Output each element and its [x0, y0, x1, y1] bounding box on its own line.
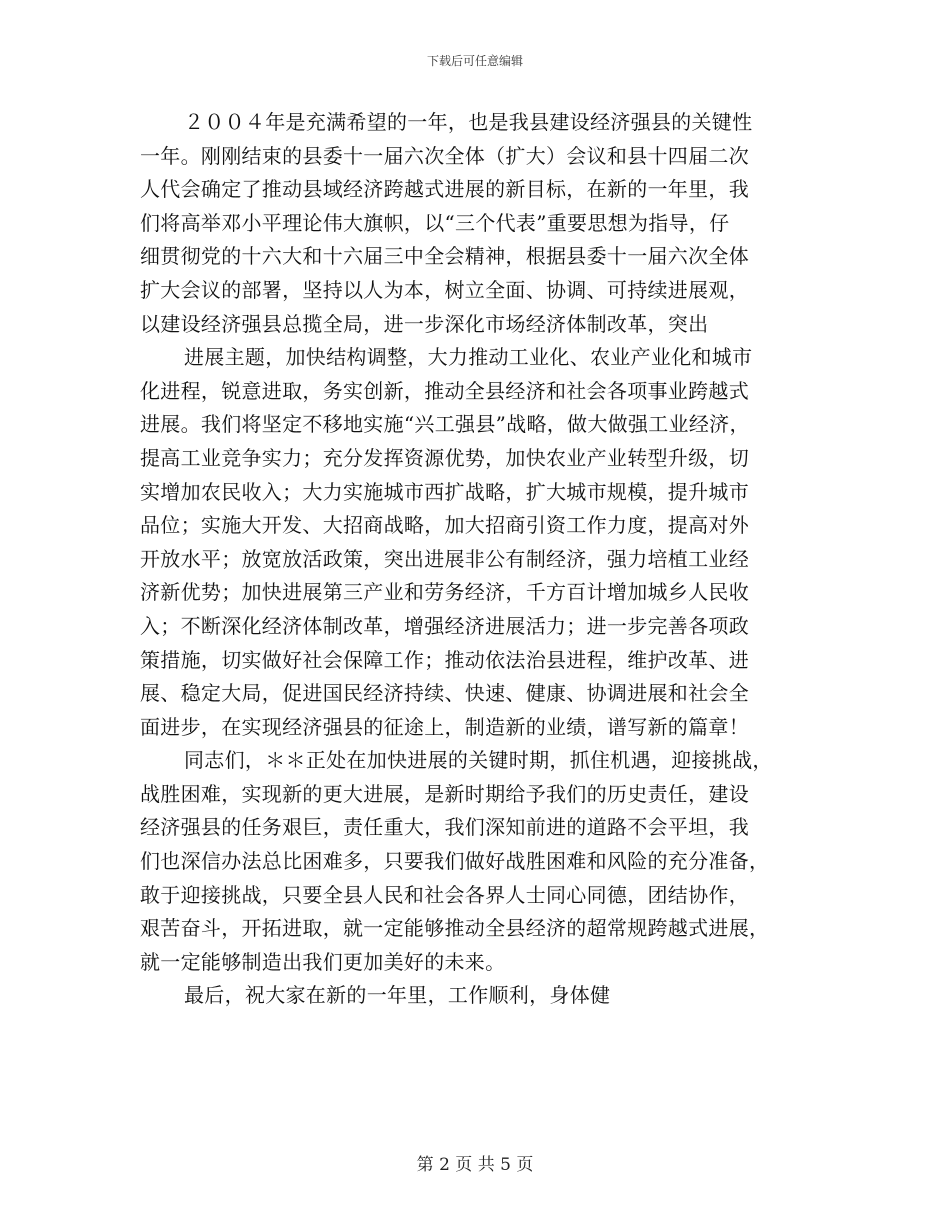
paragraph-line: 们将高举邓小平理论伟大旗帜，以“三个代表”重要思想为指导，仔: [140, 210, 730, 235]
page-footer: [0, 1150, 950, 1175]
footer-current-page: 2: [439, 1155, 450, 1175]
paragraph-line: 开放水平；放宽放活政策，突出进展非公有制经济，强力培植工业经: [140, 546, 749, 571]
paragraph-line: 济新优势；加快进展第三产业和劳务经济，千方百计增加城乡人民收: [140, 580, 749, 605]
paragraph-line: 进展主题，加快结构调整，大力推动工业化、农业产业化和城市: [184, 345, 753, 370]
page-header: 下载后可任意编辑: [426, 54, 523, 68]
paragraph-line: 策措施，切实做好社会保障工作；推动依法治县进程，维护改革、进: [140, 647, 749, 672]
paragraph-line: 化进程，锐意进取，务实创新，推动全县经济和社会各项事业跨越式: [140, 378, 749, 403]
paragraph-line: 人代会确定了推动县域经济跨越式进展的新目标，在新的一年里，我: [140, 177, 749, 202]
footer-prefix: 第: [416, 1155, 434, 1175]
paragraph-line: 以建设经济强县总揽全局，进一步深化市场经济体制改革，突出: [140, 311, 709, 336]
footer-middle: 页 共: [455, 1155, 495, 1175]
paragraph-line: 最后，祝大家在新的一年里，工作顺利，身体健: [184, 983, 611, 1008]
paragraph-line: 扩大会议的部署，坚持以人为本，树立全面、协调、可持续进展观，: [140, 277, 749, 302]
paragraph-line: 品位；实施大开发、大招商战略，加大招商引资工作力度，提高对外: [140, 513, 749, 538]
paragraph-line: 面进步，在实现经济强县的征途上，制造新的业绩，谱写新的篇章！: [140, 714, 749, 739]
paragraph-line: 细贯彻党的十六大和十六届三中全会精神，根据县委十一届六次全体: [140, 244, 749, 269]
paragraph-line: 经济强县的任务艰巨，责任重大，我们深知前进的道路不会平坦，我: [140, 815, 749, 840]
paragraph-line: 艰苦奋斗，开拓进取，就一定能够推动全县经济的超常规跨越式进展，: [140, 916, 770, 941]
paragraph-line: 就一定能够制造出我们更加美好的未来。: [140, 949, 506, 974]
paragraph-line: 实增加农民收入；大力实施城市西扩战略，扩大城市规模，提升城市: [140, 479, 749, 504]
paragraph-line: 们也深信办法总比困难多，只要我们做好战胜困难和风险的充分准备，: [140, 849, 770, 874]
footer-suffix: 页: [516, 1155, 534, 1175]
paragraph-line: 一年。刚刚结束的县委十一届六次全体（扩大）会议和县十四届二次: [140, 143, 749, 168]
paragraph-line: ２００４年是充满希望的一年，也是我县建设经济强县的关键性: [184, 110, 753, 134]
paragraph-line: 提高工业竞争实力；充分发挥资源优势，加快农业产业转型升级，切: [140, 445, 749, 470]
paragraph-line: 展、稳定大局，促进国民经济持续、快速、健康、协调进展和社会全: [140, 681, 749, 706]
paragraph-line: 入；不断深化经济体制改革，增强经济进展活力；进一步完善各项政: [140, 613, 749, 638]
footer-total-pages: 5: [500, 1155, 511, 1175]
paragraph-line: 战胜困难，实现新的更大进展，是新时期给予我们的历史责任，建设: [140, 781, 749, 806]
document-body: [140, 106, 820, 1013]
paragraph-line: 同志们，＊＊正处在加快进展的关键时期，抓住机遇，迎接挑战，: [184, 748, 773, 773]
paragraph-line: 进展。我们将坚定不移地实施“兴工强县”战略，做大做强工业经济，: [140, 412, 750, 437]
paragraph-line: 敢于迎接挑战，只要全县人民和社会各界人士同心同德，团结协作，: [140, 882, 749, 907]
